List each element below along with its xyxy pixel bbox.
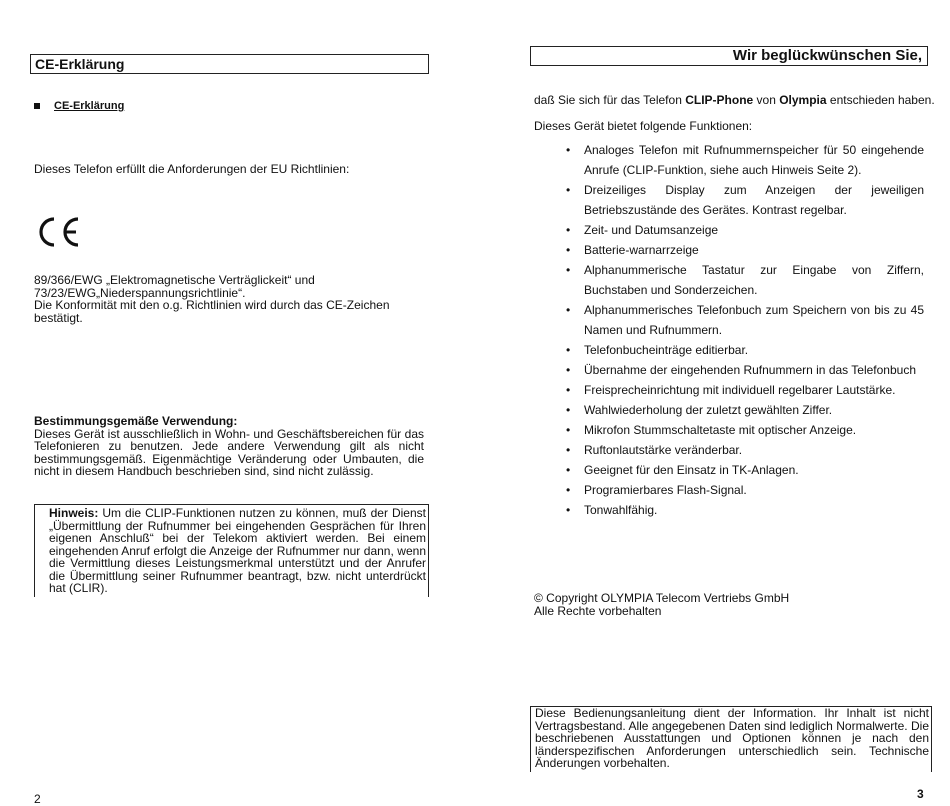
list-item: • Freisprecheinrichtung mit individuell regelbarer Lautstärke.	[566, 380, 924, 400]
list-item: • Alphanummerische Tastatur zur Eingabe von Ziffern, Buchstaben und Sonderzeichen.	[566, 260, 924, 300]
usage-text: Dieses Gerät ist ausschließlich in Wohn- und Geschäftsbereichen für das Telefonieren zu benutzen. Jede andere Verwendung gilt als nicht bestimmungsgemäß. Eigenmächtige Veränderung oder Umbauten, die nicht in diesem Handbuch beschrieben sind, sind nicht zulässig.	[34, 426, 424, 478]
usage-heading: Bestimmungsgemäße Verwendung:	[34, 414, 238, 428]
directives-block	[34, 274, 434, 324]
list-item: • Ruftonlautstärke veränderbar.	[566, 440, 924, 460]
list-item: • Geeignet für den Einsatz in TK-Anlagen.	[566, 460, 924, 480]
product-intro	[534, 93, 935, 107]
right-page-header: Wir beglückwünschen Sie,	[530, 46, 928, 66]
copyright-line: © Copyright OLYMPIA Telecom Vertriebs GmbH	[534, 591, 790, 605]
intro-text: von	[753, 93, 780, 107]
list-item: • Analoges Telefon mit Rufnummernspeicher für 50 eingehende Anrufe (CLIP-Funktion, siehe auch Hinweis Seite 2).	[566, 140, 924, 180]
list-item: • Wahlwiederholung der zuletzt gewählten Ziffer.	[566, 400, 924, 420]
list-item: • Mikrofon Stummschaltetaste mit optischer Anzeige.	[566, 420, 924, 440]
hint-text: Um die CLIP-Funktionen nutzen zu können, muß der Dienst „Übermittlung der Rufnummer bei eingehenden Gesprächen für Ihren eigenen Anschluß“ bei der Telekom aktiviert werden. Bei einem eingehenden Anruf erfolgt die Anzeige der Rufnummer nur dann, wenn die Vermittlung dieses Leistungsmerkmal unterstützt und der Anrufer die Übermittlung seiner Rufnummer beantragt, bzw. nicht unterdrückt hat (CLIR).	[49, 506, 426, 595]
directive-line: 73/23/EWG„Niederspannungsrichtlinie“.	[34, 285, 246, 300]
square-bullet-icon	[34, 103, 40, 109]
hint-box	[34, 504, 429, 597]
ce-mark-icon	[34, 214, 84, 250]
page-number-left: 2	[34, 792, 41, 806]
page-number-right: 3	[917, 787, 924, 801]
list-item: • Übernahme der eingehenden Rufnummern in das Telefonbuch	[566, 360, 924, 380]
list-item: • Alphanummerisches Telefonbuch zum Speichern von bis zu 45 Namen und Rufnummern.	[566, 300, 924, 340]
feature-list	[566, 140, 924, 520]
disclaimer-box: Diese Bedienungsanleitung dient der Information. Ihr Inhalt ist nicht Vertragsbestand. Alle angegebenen Daten sind lediglich Normalwerte. Die beschriebenen Ausstattungen und Optionen können je nach den länderspezifischen Anforderungen unterschiedlich sein. Technische Änderungen vorbehalten.	[530, 706, 932, 772]
ce-intro-text: Dieses Telefon erfüllt die Anforderungen der EU Richtlinien:	[34, 162, 350, 176]
intro-text: entschieden haben.	[826, 93, 935, 107]
rights-line: Alle Rechte vorbehalten	[534, 603, 662, 618]
functions-intro: Dieses Gerät bietet folgende Funktionen:	[534, 119, 753, 133]
list-item: • Batterie-warnarrzeige	[566, 240, 924, 260]
product-name: CLIP-Phone	[685, 93, 754, 107]
ce-subheading-label: CE-Erklärung	[54, 100, 125, 112]
list-item: • Dreizeiliges Display zum Anzeigen der jeweiligen Betriebszustände des Gerätes. Kontrast regelbar.	[566, 180, 924, 220]
usage-section	[34, 415, 424, 478]
ce-subheading	[34, 98, 124, 112]
copyright-block	[534, 592, 789, 617]
list-item: • Tonwahlfähig.	[566, 500, 924, 520]
left-page-header: CE-Erklärung	[30, 54, 429, 74]
conformity-line: Die Konformität mit den o.g. Richtlinien wird durch das CE-Zeichen bestätigt.	[34, 298, 390, 325]
list-item: • Programierbares Flash-Signal.	[566, 480, 924, 500]
list-item: • Zeit- und Datumsanzeige	[566, 220, 924, 240]
hint-label: Hinweis:	[49, 506, 99, 520]
directive-line: 89/366/EWG „Elektromagnetische Verträglickeit“ und	[34, 273, 315, 287]
intro-text: daß Sie sich für das Telefon	[534, 93, 686, 107]
list-item: • Telefonbucheinträge editierbar.	[566, 340, 924, 360]
brand-name: Olympia	[779, 93, 827, 107]
